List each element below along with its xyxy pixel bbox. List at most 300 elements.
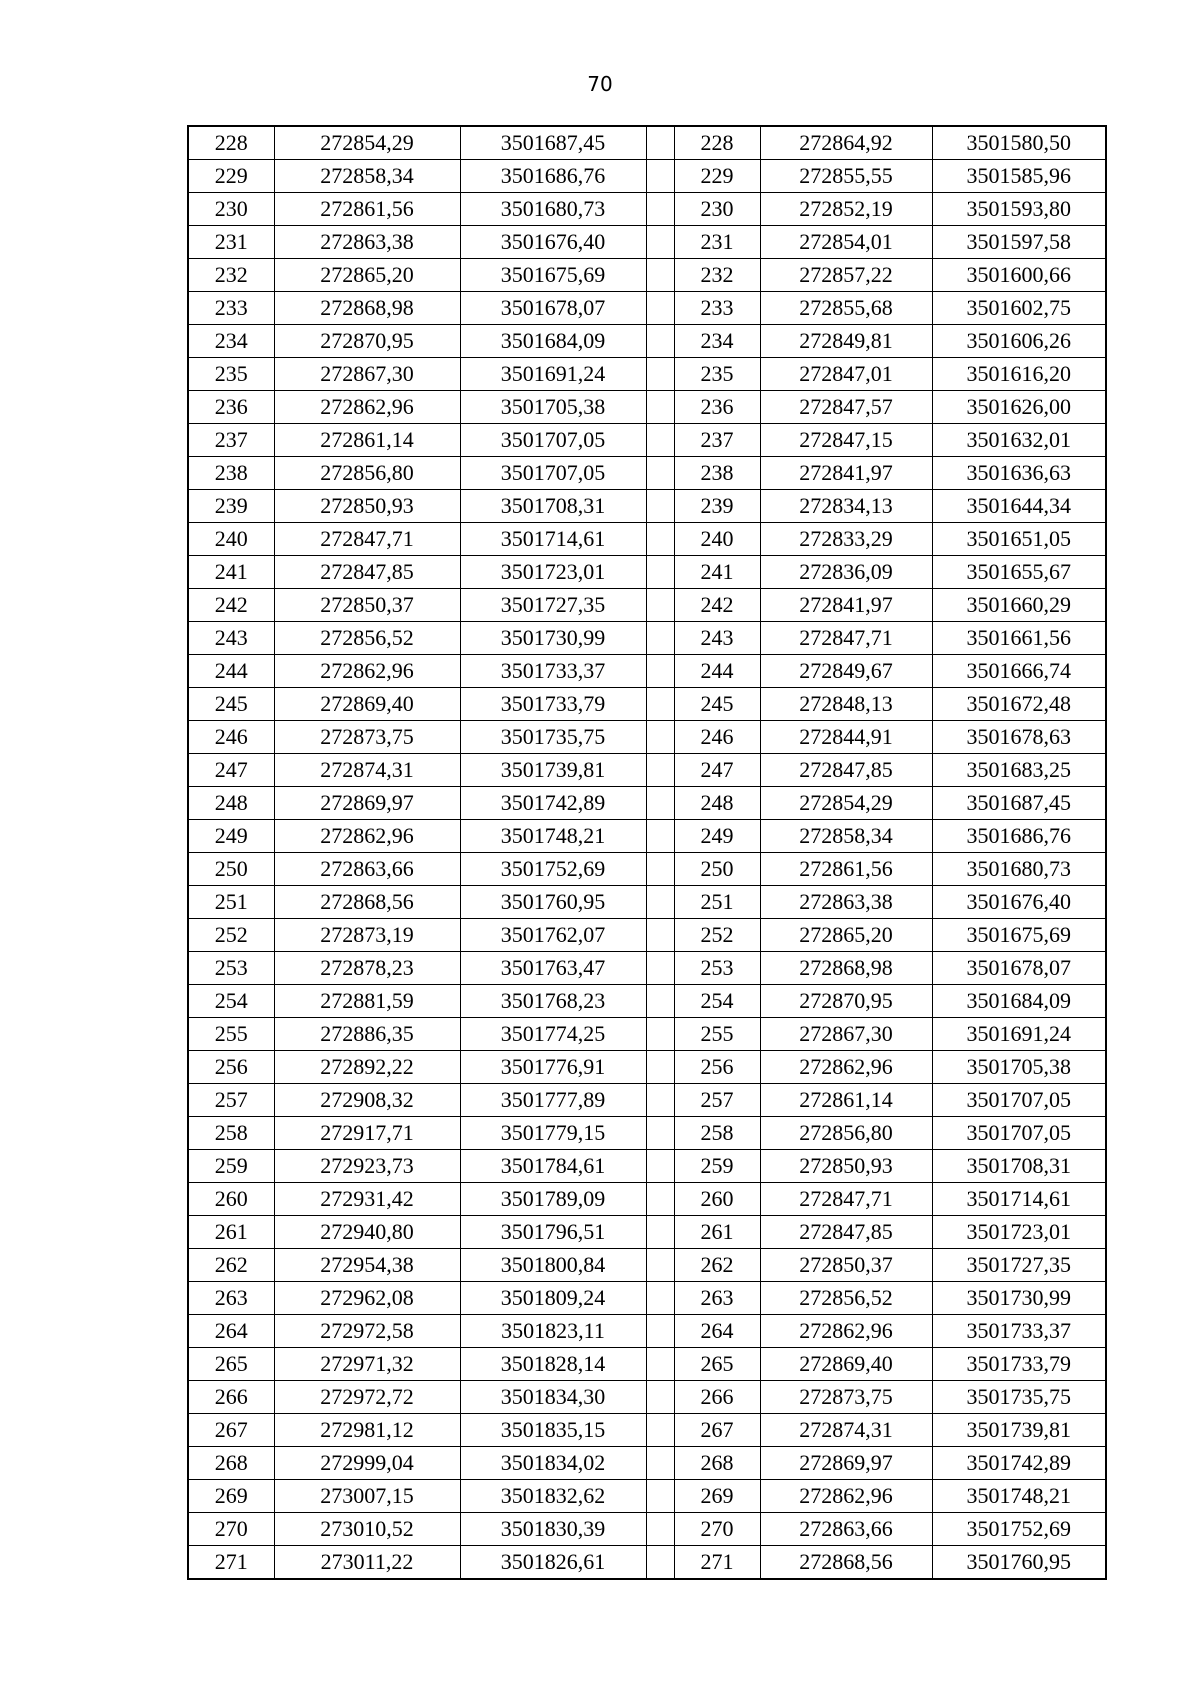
y-coordinate-cell: 3501676,40: [460, 226, 646, 259]
point-number-cell: 247: [188, 754, 274, 787]
x-coordinate-cell: 272854,01: [760, 226, 932, 259]
point-number-cell: 269: [188, 1480, 274, 1513]
y-coordinate-cell: 3501714,61: [460, 523, 646, 556]
table-row: [188, 1150, 1106, 1183]
coordinates-table: [187, 125, 1107, 1580]
spacer-cell: [646, 1183, 674, 1216]
y-coordinate-cell: 3501760,95: [460, 886, 646, 919]
x-coordinate-cell: 272869,97: [274, 787, 460, 820]
spacer-cell: [646, 985, 674, 1018]
y-coordinate-cell: 3501823,11: [460, 1315, 646, 1348]
x-coordinate-cell: 272867,30: [760, 1018, 932, 1051]
point-number-cell: 237: [674, 424, 760, 457]
y-coordinate-cell: 3501748,21: [460, 820, 646, 853]
point-number-cell: 231: [188, 226, 274, 259]
point-number-cell: 258: [188, 1117, 274, 1150]
y-coordinate-cell: 3501678,07: [460, 292, 646, 325]
y-coordinate-cell: 3501687,45: [932, 787, 1106, 820]
y-coordinate-cell: 3501705,38: [460, 391, 646, 424]
point-number-cell: 264: [188, 1315, 274, 1348]
x-coordinate-cell: 272868,56: [760, 1546, 932, 1580]
point-number-cell: 232: [674, 259, 760, 292]
x-coordinate-cell: 272847,71: [760, 622, 932, 655]
point-number-cell: 234: [674, 325, 760, 358]
point-number-cell: 270: [674, 1513, 760, 1546]
y-coordinate-cell: 3501748,21: [932, 1480, 1106, 1513]
x-coordinate-cell: 273007,15: [274, 1480, 460, 1513]
x-coordinate-cell: 272850,37: [760, 1249, 932, 1282]
point-number-cell: 239: [674, 490, 760, 523]
x-coordinate-cell: 272863,66: [760, 1513, 932, 1546]
y-coordinate-cell: 3501636,63: [932, 457, 1106, 490]
point-number-cell: 260: [674, 1183, 760, 1216]
point-number-cell: 236: [674, 391, 760, 424]
x-coordinate-cell: 272847,57: [760, 391, 932, 424]
x-coordinate-cell: 272931,42: [274, 1183, 460, 1216]
x-coordinate-cell: 272940,80: [274, 1216, 460, 1249]
table-row: [188, 556, 1106, 589]
y-coordinate-cell: 3501626,00: [932, 391, 1106, 424]
x-coordinate-cell: 272850,37: [274, 589, 460, 622]
page-number: 70: [587, 72, 613, 96]
table-row: [188, 655, 1106, 688]
point-number-cell: 245: [188, 688, 274, 721]
spacer-cell: [646, 1018, 674, 1051]
table-row: [188, 754, 1106, 787]
point-number-cell: 257: [188, 1084, 274, 1117]
y-coordinate-cell: 3501830,39: [460, 1513, 646, 1546]
x-coordinate-cell: 272847,85: [760, 754, 932, 787]
point-number-cell: 233: [674, 292, 760, 325]
spacer-cell: [646, 622, 674, 655]
spacer-cell: [646, 1348, 674, 1381]
y-coordinate-cell: 3501632,01: [932, 424, 1106, 457]
point-number-cell: 250: [188, 853, 274, 886]
point-number-cell: 244: [188, 655, 274, 688]
point-number-cell: 259: [188, 1150, 274, 1183]
x-coordinate-cell: 272847,85: [274, 556, 460, 589]
spacer-cell: [646, 259, 674, 292]
spacer-cell: [646, 160, 674, 193]
y-coordinate-cell: 3501672,48: [932, 688, 1106, 721]
y-coordinate-cell: 3501708,31: [460, 490, 646, 523]
x-coordinate-cell: 272833,29: [760, 523, 932, 556]
x-coordinate-cell: 272862,96: [760, 1315, 932, 1348]
point-number-cell: 255: [674, 1018, 760, 1051]
y-coordinate-cell: 3501776,91: [460, 1051, 646, 1084]
spacer-cell: [646, 1282, 674, 1315]
y-coordinate-cell: 3501774,25: [460, 1018, 646, 1051]
y-coordinate-cell: 3501616,20: [932, 358, 1106, 391]
point-number-cell: 229: [188, 160, 274, 193]
spacer-cell: [646, 523, 674, 556]
x-coordinate-cell: 272836,09: [760, 556, 932, 589]
y-coordinate-cell: 3501678,07: [932, 952, 1106, 985]
spacer-cell: [646, 754, 674, 787]
spacer-cell: [646, 1150, 674, 1183]
spacer-cell: [646, 1051, 674, 1084]
point-number-cell: 262: [188, 1249, 274, 1282]
x-coordinate-cell: 272841,97: [760, 589, 932, 622]
table-row: [188, 1513, 1106, 1546]
table-row: [188, 259, 1106, 292]
table-row: [188, 787, 1106, 820]
point-number-cell: 246: [188, 721, 274, 754]
y-coordinate-cell: 3501739,81: [932, 1414, 1106, 1447]
table-row: [188, 985, 1106, 1018]
y-coordinate-cell: 3501752,69: [460, 853, 646, 886]
table-row: [188, 886, 1106, 919]
y-coordinate-cell: 3501580,50: [932, 126, 1106, 160]
spacer-cell: [646, 1117, 674, 1150]
y-coordinate-cell: 3501675,69: [460, 259, 646, 292]
y-coordinate-cell: 3501708,31: [932, 1150, 1106, 1183]
spacer-cell: [646, 853, 674, 886]
y-coordinate-cell: 3501684,09: [460, 325, 646, 358]
table-row: [188, 1249, 1106, 1282]
y-coordinate-cell: 3501687,45: [460, 126, 646, 160]
y-coordinate-cell: 3501680,73: [932, 853, 1106, 886]
table-row: [188, 919, 1106, 952]
point-number-cell: 235: [188, 358, 274, 391]
table-row: [188, 358, 1106, 391]
x-coordinate-cell: 272892,22: [274, 1051, 460, 1084]
x-coordinate-cell: 272861,14: [760, 1084, 932, 1117]
y-coordinate-cell: 3501800,84: [460, 1249, 646, 1282]
spacer-cell: [646, 1315, 674, 1348]
x-coordinate-cell: 272865,20: [274, 259, 460, 292]
x-coordinate-cell: 272862,96: [760, 1480, 932, 1513]
x-coordinate-cell: 272854,29: [760, 787, 932, 820]
x-coordinate-cell: 272862,96: [274, 391, 460, 424]
spacer-cell: [646, 952, 674, 985]
table-row: [188, 589, 1106, 622]
x-coordinate-cell: 272868,56: [274, 886, 460, 919]
y-coordinate-cell: 3501602,75: [932, 292, 1106, 325]
x-coordinate-cell: 272861,56: [274, 193, 460, 226]
point-number-cell: 265: [188, 1348, 274, 1381]
point-number-cell: 265: [674, 1348, 760, 1381]
spacer-cell: [646, 325, 674, 358]
x-coordinate-cell: 273010,52: [274, 1513, 460, 1546]
x-coordinate-cell: 272858,34: [274, 160, 460, 193]
point-number-cell: 236: [188, 391, 274, 424]
table-row: [188, 1315, 1106, 1348]
y-coordinate-cell: 3501809,24: [460, 1282, 646, 1315]
y-coordinate-cell: 3501600,66: [932, 259, 1106, 292]
x-coordinate-cell: 272869,97: [760, 1447, 932, 1480]
x-coordinate-cell: 272847,01: [760, 358, 932, 391]
x-coordinate-cell: 272848,13: [760, 688, 932, 721]
y-coordinate-cell: 3501777,89: [460, 1084, 646, 1117]
point-number-cell: 268: [188, 1447, 274, 1480]
table-row: [188, 853, 1106, 886]
x-coordinate-cell: 273011,22: [274, 1546, 460, 1580]
x-coordinate-cell: 272849,67: [760, 655, 932, 688]
y-coordinate-cell: 3501735,75: [932, 1381, 1106, 1414]
y-coordinate-cell: 3501826,61: [460, 1546, 646, 1580]
x-coordinate-cell: 272856,80: [760, 1117, 932, 1150]
y-coordinate-cell: 3501733,37: [460, 655, 646, 688]
y-coordinate-cell: 3501678,63: [932, 721, 1106, 754]
y-coordinate-cell: 3501680,73: [460, 193, 646, 226]
y-coordinate-cell: 3501684,09: [932, 985, 1106, 1018]
point-number-cell: 245: [674, 688, 760, 721]
y-coordinate-cell: 3501779,15: [460, 1117, 646, 1150]
table-row: [188, 490, 1106, 523]
x-coordinate-cell: 272850,93: [274, 490, 460, 523]
point-number-cell: 241: [674, 556, 760, 589]
x-coordinate-cell: 272873,75: [274, 721, 460, 754]
x-coordinate-cell: 272917,71: [274, 1117, 460, 1150]
point-number-cell: 263: [674, 1282, 760, 1315]
y-coordinate-cell: 3501686,76: [460, 160, 646, 193]
y-coordinate-cell: 3501752,69: [932, 1513, 1106, 1546]
x-coordinate-cell: 272834,13: [760, 490, 932, 523]
point-number-cell: 234: [188, 325, 274, 358]
x-coordinate-cell: 272962,08: [274, 1282, 460, 1315]
point-number-cell: 241: [188, 556, 274, 589]
y-coordinate-cell: 3501691,24: [932, 1018, 1106, 1051]
point-number-cell: 268: [674, 1447, 760, 1480]
table-row: [188, 325, 1106, 358]
y-coordinate-cell: 3501742,89: [460, 787, 646, 820]
point-number-cell: 266: [674, 1381, 760, 1414]
point-number-cell: 237: [188, 424, 274, 457]
point-number-cell: 257: [674, 1084, 760, 1117]
table-row: [188, 126, 1106, 160]
y-coordinate-cell: 3501768,23: [460, 985, 646, 1018]
y-coordinate-cell: 3501733,79: [460, 688, 646, 721]
point-number-cell: 253: [188, 952, 274, 985]
table-row: [188, 226, 1106, 259]
y-coordinate-cell: 3501714,61: [932, 1183, 1106, 1216]
point-number-cell: 231: [674, 226, 760, 259]
table-row: [188, 1480, 1106, 1513]
x-coordinate-cell: 272844,91: [760, 721, 932, 754]
table-row: [188, 292, 1106, 325]
spacer-cell: [646, 457, 674, 490]
x-coordinate-cell: 272869,40: [274, 688, 460, 721]
y-coordinate-cell: 3501739,81: [460, 754, 646, 787]
x-coordinate-cell: 272881,59: [274, 985, 460, 1018]
x-coordinate-cell: 272868,98: [760, 952, 932, 985]
spacer-cell: [646, 1546, 674, 1580]
y-coordinate-cell: 3501691,24: [460, 358, 646, 391]
x-coordinate-cell: 272863,38: [760, 886, 932, 919]
spacer-cell: [646, 886, 674, 919]
y-coordinate-cell: 3501661,56: [932, 622, 1106, 655]
y-coordinate-cell: 3501834,30: [460, 1381, 646, 1414]
coordinates-table-body: [188, 126, 1106, 1579]
point-number-cell: 255: [188, 1018, 274, 1051]
spacer-cell: [646, 292, 674, 325]
x-coordinate-cell: 272999,04: [274, 1447, 460, 1480]
y-coordinate-cell: 3501789,09: [460, 1183, 646, 1216]
y-coordinate-cell: 3501735,75: [460, 721, 646, 754]
x-coordinate-cell: 272862,96: [274, 820, 460, 853]
x-coordinate-cell: 272873,75: [760, 1381, 932, 1414]
point-number-cell: 258: [674, 1117, 760, 1150]
x-coordinate-cell: 272855,68: [760, 292, 932, 325]
table-row: [188, 622, 1106, 655]
point-number-cell: 261: [674, 1216, 760, 1249]
point-number-cell: 266: [188, 1381, 274, 1414]
table-row: [188, 1414, 1106, 1447]
spacer-cell: [646, 721, 674, 754]
x-coordinate-cell: 272861,56: [760, 853, 932, 886]
spacer-cell: [646, 424, 674, 457]
x-coordinate-cell: 272862,96: [760, 1051, 932, 1084]
table-row: [188, 1282, 1106, 1315]
spacer-cell: [646, 1381, 674, 1414]
y-coordinate-cell: 3501763,47: [460, 952, 646, 985]
point-number-cell: 228: [674, 126, 760, 160]
point-number-cell: 254: [674, 985, 760, 1018]
point-number-cell: 244: [674, 655, 760, 688]
point-number-cell: 239: [188, 490, 274, 523]
y-coordinate-cell: 3501705,38: [932, 1051, 1106, 1084]
point-number-cell: 229: [674, 160, 760, 193]
y-coordinate-cell: 3501828,14: [460, 1348, 646, 1381]
y-coordinate-cell: 3501660,29: [932, 589, 1106, 622]
x-coordinate-cell: 272849,81: [760, 325, 932, 358]
table-row: [188, 820, 1106, 853]
table-row: [188, 1183, 1106, 1216]
table-row: [188, 1084, 1106, 1117]
x-coordinate-cell: 272867,30: [274, 358, 460, 391]
y-coordinate-cell: 3501666,74: [932, 655, 1106, 688]
point-number-cell: 248: [188, 787, 274, 820]
y-coordinate-cell: 3501683,25: [932, 754, 1106, 787]
y-coordinate-cell: 3501593,80: [932, 193, 1106, 226]
spacer-cell: [646, 589, 674, 622]
spacer-cell: [646, 1513, 674, 1546]
point-number-cell: 259: [674, 1150, 760, 1183]
spacer-cell: [646, 919, 674, 952]
x-coordinate-cell: 272856,80: [274, 457, 460, 490]
x-coordinate-cell: 272878,23: [274, 952, 460, 985]
point-number-cell: 240: [188, 523, 274, 556]
x-coordinate-cell: 272855,55: [760, 160, 932, 193]
point-number-cell: 228: [188, 126, 274, 160]
spacer-cell: [646, 688, 674, 721]
point-number-cell: 232: [188, 259, 274, 292]
table-row: [188, 1381, 1106, 1414]
x-coordinate-cell: 272857,22: [760, 259, 932, 292]
x-coordinate-cell: 272854,29: [274, 126, 460, 160]
x-coordinate-cell: 272847,71: [760, 1183, 932, 1216]
table-row: [188, 391, 1106, 424]
point-number-cell: 269: [674, 1480, 760, 1513]
spacer-cell: [646, 787, 674, 820]
point-number-cell: 267: [188, 1414, 274, 1447]
x-coordinate-cell: 272865,20: [760, 919, 932, 952]
y-coordinate-cell: 3501606,26: [932, 325, 1106, 358]
x-coordinate-cell: 272862,96: [274, 655, 460, 688]
x-coordinate-cell: 272954,38: [274, 1249, 460, 1282]
y-coordinate-cell: 3501733,37: [932, 1315, 1106, 1348]
x-coordinate-cell: 272870,95: [274, 325, 460, 358]
y-coordinate-cell: 3501676,40: [932, 886, 1106, 919]
spacer-cell: [646, 490, 674, 523]
point-number-cell: 249: [188, 820, 274, 853]
y-coordinate-cell: 3501742,89: [932, 1447, 1106, 1480]
y-coordinate-cell: 3501832,62: [460, 1480, 646, 1513]
table-row: [188, 193, 1106, 226]
point-number-cell: 267: [674, 1414, 760, 1447]
x-coordinate-cell: 272863,66: [274, 853, 460, 886]
table-row: [188, 952, 1106, 985]
spacer-cell: [646, 655, 674, 688]
point-number-cell: 242: [674, 589, 760, 622]
table-row: [188, 1117, 1106, 1150]
x-coordinate-cell: 272861,14: [274, 424, 460, 457]
spacer-cell: [646, 1480, 674, 1513]
y-coordinate-cell: 3501707,05: [932, 1084, 1106, 1117]
point-number-cell: 238: [674, 457, 760, 490]
x-coordinate-cell: 272923,73: [274, 1150, 460, 1183]
table-row: [188, 1216, 1106, 1249]
x-coordinate-cell: 272870,95: [760, 985, 932, 1018]
point-number-cell: 248: [674, 787, 760, 820]
point-number-cell: 252: [188, 919, 274, 952]
y-coordinate-cell: 3501727,35: [460, 589, 646, 622]
x-coordinate-cell: 272873,19: [274, 919, 460, 952]
table-row: [188, 424, 1106, 457]
spacer-cell: [646, 126, 674, 160]
point-number-cell: 251: [674, 886, 760, 919]
y-coordinate-cell: 3501597,58: [932, 226, 1106, 259]
table-row: [188, 1348, 1106, 1381]
point-number-cell: 260: [188, 1183, 274, 1216]
point-number-cell: 261: [188, 1216, 274, 1249]
spacer-cell: [646, 1216, 674, 1249]
point-number-cell: 271: [188, 1546, 274, 1580]
point-number-cell: 256: [674, 1051, 760, 1084]
y-coordinate-cell: 3501796,51: [460, 1216, 646, 1249]
x-coordinate-cell: 272874,31: [760, 1414, 932, 1447]
x-coordinate-cell: 272971,32: [274, 1348, 460, 1381]
x-coordinate-cell: 272847,71: [274, 523, 460, 556]
x-coordinate-cell: 272850,93: [760, 1150, 932, 1183]
x-coordinate-cell: 272858,34: [760, 820, 932, 853]
x-coordinate-cell: 272856,52: [760, 1282, 932, 1315]
point-number-cell: 264: [674, 1315, 760, 1348]
table-row: [188, 721, 1106, 754]
y-coordinate-cell: 3501655,67: [932, 556, 1106, 589]
y-coordinate-cell: 3501834,02: [460, 1447, 646, 1480]
x-coordinate-cell: 272841,97: [760, 457, 932, 490]
point-number-cell: 230: [188, 193, 274, 226]
point-number-cell: 246: [674, 721, 760, 754]
point-number-cell: 262: [674, 1249, 760, 1282]
x-coordinate-cell: 272864,92: [760, 126, 932, 160]
y-coordinate-cell: 3501762,07: [460, 919, 646, 952]
y-coordinate-cell: 3501730,99: [932, 1282, 1106, 1315]
x-coordinate-cell: 272886,35: [274, 1018, 460, 1051]
point-number-cell: 252: [674, 919, 760, 952]
y-coordinate-cell: 3501707,05: [932, 1117, 1106, 1150]
table-row: [188, 457, 1106, 490]
spacer-cell: [646, 358, 674, 391]
x-coordinate-cell: 272856,52: [274, 622, 460, 655]
y-coordinate-cell: 3501730,99: [460, 622, 646, 655]
y-coordinate-cell: 3501727,35: [932, 1249, 1106, 1282]
point-number-cell: 254: [188, 985, 274, 1018]
table-row: [188, 1018, 1106, 1051]
spacer-cell: [646, 820, 674, 853]
